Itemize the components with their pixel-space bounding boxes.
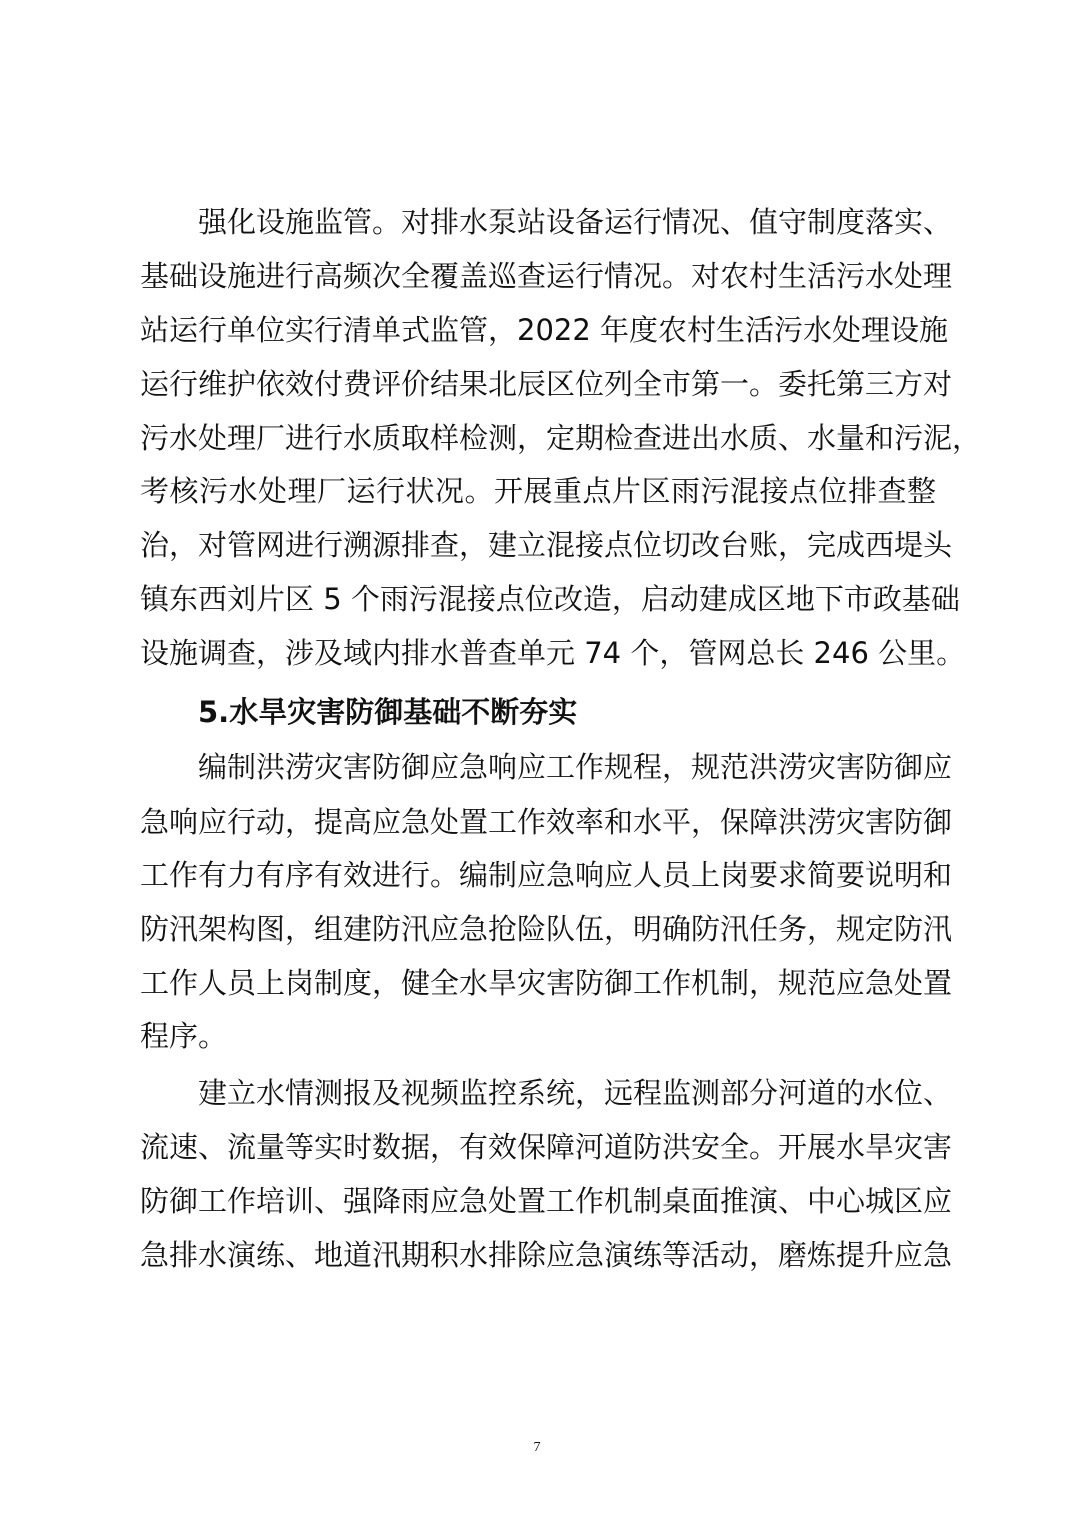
text-line: 编制洪涝灾害防御应急响应工作规程，规范洪涝灾害防御应: [198, 750, 953, 784]
text-line: 急响应行动，提高应急处置工作效率和水平，保障洪涝灾害防御: [140, 805, 953, 839]
text-line: 设施调查，涉及域内排水普查单元 74 个，管网总长 246 公里。: [140, 636, 966, 670]
text-line: 站运行单位实行清单式监管，2022 年度农村生活污水处理设施: [140, 313, 949, 347]
text-line: 工作有力有序有效进行。编制应急响应人员上岗要求简要说明和: [140, 858, 953, 892]
text-line: 治，对管网进行溯源排查，建立混接点位切改台账，完成西堤头: [140, 528, 953, 562]
text-line: 运行维护依效付费评价结果北辰区位列全市第一。委托第三方对: [140, 367, 953, 401]
text-line: 防御工作培训、强降雨应急处置工作机制桌面推演、中心城区应: [140, 1184, 953, 1218]
text-line: 急排水演练、地道汛期积水排除应急演练等活动，磨炼提升应急: [140, 1238, 953, 1272]
text-line: 程序。: [140, 1019, 228, 1053]
text-line: 强化设施监管。对排水泵站设备运行情况、值守制度落实、: [198, 205, 953, 239]
text-line: 建立水情测报及视频监控系统，远程监测部分河道的水位、: [198, 1076, 953, 1110]
text-line: 镇东西刘片区 5 个雨污混接点位改造，启动建成区地下市政基础: [140, 582, 960, 616]
text-line: 工作人员上岗制度，健全水旱灾害防御工作机制，规范应急处置: [140, 966, 953, 1000]
section-heading: 5.水旱灾害防御基础不断夯实: [198, 695, 578, 729]
text-line: 流速、流量等实时数据，有效保障河道防洪安全。开展水旱灾害: [140, 1130, 953, 1164]
page-number: 7: [533, 1440, 541, 1455]
text-line: 基础设施进行高频次全覆盖巡查运行情况。对农村生活污水处理: [140, 259, 953, 293]
text-line: 考核污水处理厂运行状况。开展重点片区雨污混接点位排查整: [140, 474, 936, 508]
text-line: 污水处理厂进行水质取样检测，定期检查进出水质、水量和污泥，: [140, 421, 982, 455]
text-line: 防汛架构图，组建防汛应急抢险队伍，明确防汛任务，规定防汛: [140, 912, 953, 946]
